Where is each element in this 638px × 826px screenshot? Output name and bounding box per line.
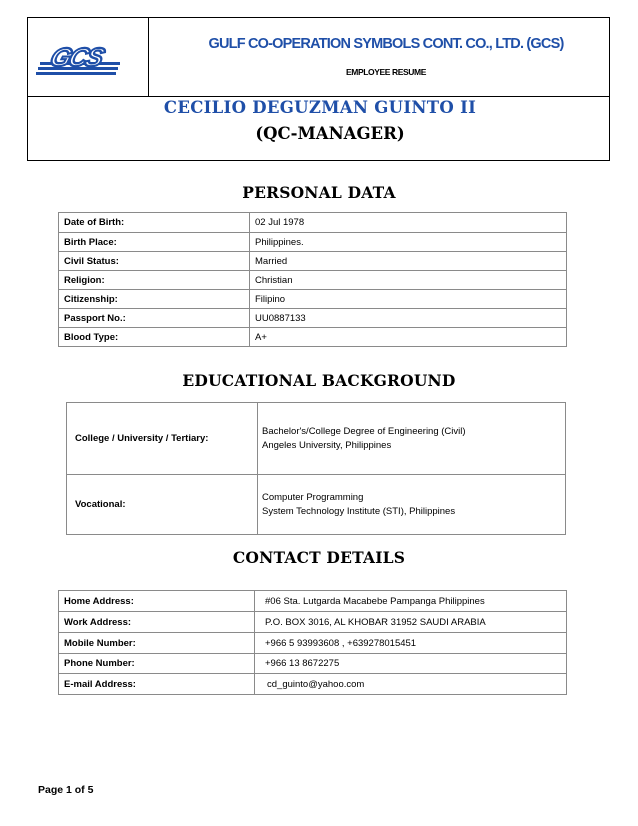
table-row (59, 654, 567, 674)
employee-name: CECILIO DEGUZMAN GUINTO II (163, 98, 477, 117)
row-label: Birth Place: (59, 233, 250, 252)
table-row (67, 403, 566, 475)
row-value: +966 13 8672275 (255, 654, 567, 674)
personal-data-table (58, 212, 567, 347)
table-row (59, 252, 567, 271)
education-degree: Computer Programming (262, 491, 364, 503)
education-level-label: College / University / Tertiary: (67, 403, 258, 475)
row-label: Religion: (59, 271, 250, 290)
education-detail (258, 475, 566, 535)
row-label: Mobile Number: (59, 633, 255, 654)
table-row (67, 475, 566, 535)
row-value: Married (250, 252, 567, 271)
company-name: GULF CO-OPERATION SYMBOLS CONT. CO., LTD. (GCS) (208, 36, 564, 52)
education-detail (258, 403, 566, 475)
table-row (59, 233, 567, 252)
table-row (59, 309, 567, 328)
row-value: #06 Sta. Lutgarda Macabebe Pampanga Philippines (255, 591, 567, 612)
table-row (59, 612, 567, 633)
row-value: +966 5 93993608 , +639278015451 (255, 633, 567, 654)
row-label: Blood Type: (59, 328, 250, 347)
table-row (59, 591, 567, 612)
document-type: EMPLOYEE RESUME (346, 67, 426, 77)
table-row (59, 633, 567, 654)
table-row (59, 213, 567, 233)
row-value: A+ (250, 328, 567, 347)
contact-table (58, 590, 567, 695)
row-label: Civil Status: (59, 252, 250, 271)
employee-title: (QC-MANAGER) (255, 124, 405, 143)
row-label: Home Address: (59, 591, 255, 612)
row-label: Date of Birth: (59, 213, 250, 233)
row-value: Christian (250, 271, 567, 290)
row-value: UU0887133 (250, 309, 567, 328)
company-logo (28, 18, 148, 96)
row-value: P.O. BOX 3016, AL KHOBAR 31952 SAUDI ARABIA (255, 612, 567, 633)
personal-data-heading: PERSONAL DATA (242, 183, 396, 202)
row-label: Work Address: (59, 612, 255, 633)
header-top-row (28, 18, 609, 97)
education-heading: EDUCATIONAL BACKGROUND (182, 371, 456, 390)
education-table (66, 402, 566, 535)
education-school: System Technology Institute (STI), Philippines (262, 505, 456, 517)
table-row (59, 290, 567, 309)
logo-lettering: GCS (46, 42, 107, 72)
contact-heading: CONTACT DETAILS (232, 548, 406, 567)
logo-cell (28, 18, 149, 96)
education-level-label: Vocational: (67, 475, 258, 535)
row-value: 02 Jul 1978 (250, 213, 567, 233)
row-label: Phone Number: (59, 654, 255, 674)
education-degree: Bachelor's/College Degree of Engineering (Civil) (262, 425, 466, 437)
row-label: Citizenship: (59, 290, 250, 309)
education-school: Angeles University, Philippines (262, 439, 392, 451)
table-row (59, 271, 567, 290)
row-value: cd_guinto@yahoo.com (255, 674, 567, 695)
table-row (59, 328, 567, 347)
page-number: Page 1 of 5 (38, 784, 94, 796)
row-value: Filipino (250, 290, 567, 309)
row-label: E-mail Address: (59, 674, 255, 695)
row-label: Passport No.: (59, 309, 250, 328)
row-value: Philippines. (250, 233, 567, 252)
table-row (59, 674, 567, 695)
